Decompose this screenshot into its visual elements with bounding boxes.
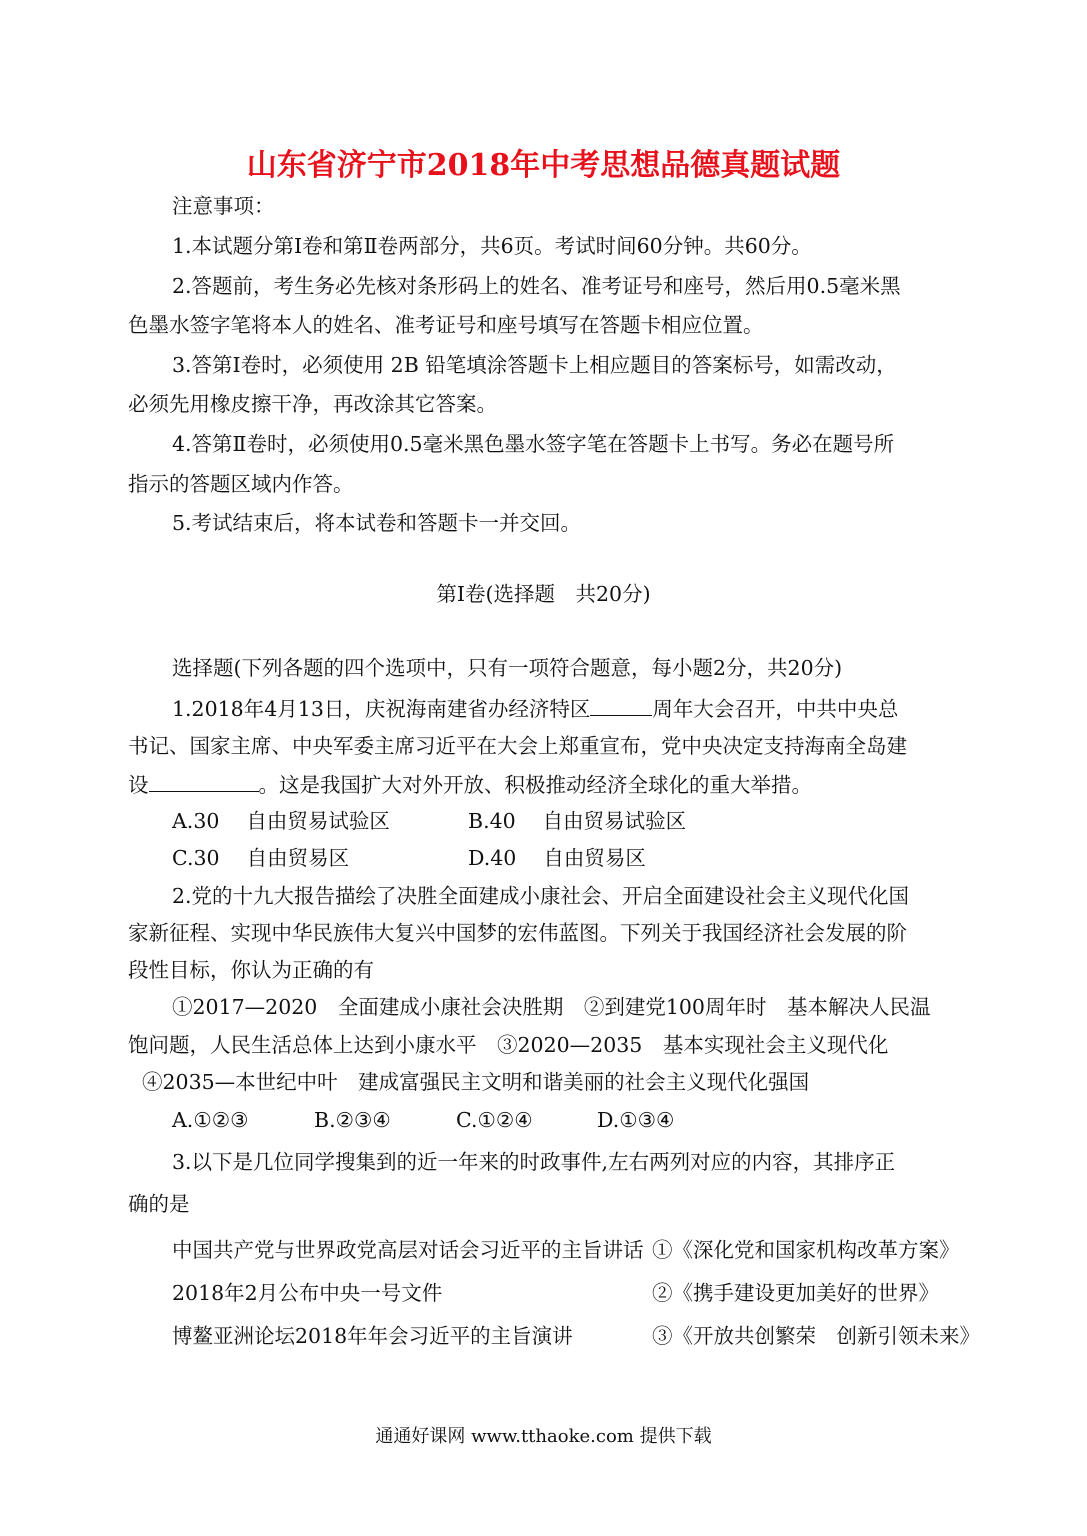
q3-row-1-left: 中国共产党与世界政党高层对话会习近平的主旨讲话: [172, 1238, 644, 1262]
instructions: 选择题(下列各题的四个选项中，只有一项符合题意，每小题2分，共20分): [172, 656, 843, 680]
q1-line-2: 书记、国家主席、中央军委主席习近平在大会上郑重宣布，党中央决定支持海南全岛建: [128, 734, 907, 758]
q2-line-4: ①2017—2020 全面建成小康社会决胜期 ②到建党100周年时 基本解决人民温: [172, 995, 931, 1019]
footer-credit: 通通好课网 www.tthaoke.com 提供下载: [375, 1426, 712, 1447]
q1-text-d: 。这是我国扩大对外开放、积极推动经济全球化的重大举措。: [258, 773, 812, 797]
q1-line-1: [172, 693, 898, 723]
note-3a: 3.答第Ⅰ卷时，必须使用 2B 铅笔填涂答题卡上相应题目的答案标号，如需改动，: [172, 353, 897, 377]
page-title: 山东省济宁市2018年中考思想品德真题试题: [246, 148, 841, 183]
note-2b: 色墨水签字笔将本人的姓名、准考证号和座号填写在答题卡相应位置。: [128, 313, 764, 337]
note-1: 1.本试题分第Ⅰ卷和第Ⅱ卷两部分，共6页。考试时间60分钟。共60分。: [172, 234, 812, 258]
note-4b: 指示的答题区域内作答。: [128, 472, 354, 496]
q1-text-a: 1.2018年4月13日，庆祝海南建省办经济特区: [172, 697, 591, 721]
q1-option-a: A.30 自由贸易试验区: [172, 809, 390, 833]
q3-row-2-right: ②《携手建设更加美好的世界》: [652, 1281, 939, 1305]
q2-line-2: 家新征程、实现中华民族伟大复兴中国梦的宏伟蓝图。下列关于我国经济社会发展的阶: [128, 921, 907, 945]
q1-blank-1: [590, 693, 652, 716]
q3-row-3-left: 博鳌亚洲论坛2018年年会习近平的主旨演讲: [172, 1324, 573, 1348]
q3-line-1: 3.以下是几位同学搜集到的近一年来的时政事件,左右两列对应的内容，其排序正: [172, 1150, 896, 1174]
q3-row-1-right: ①《深化党和国家机构改革方案》: [652, 1238, 960, 1262]
q1-text-c: 设: [128, 773, 149, 797]
q2-line-3: 段性目标，你认为正确的有: [128, 958, 374, 982]
q1-line-3: [128, 769, 812, 799]
q2-option-c: C.①②④: [456, 1108, 533, 1132]
q3-line-2: 确的是: [128, 1192, 190, 1216]
section-heading: 第Ⅰ卷(选择题 共20分): [436, 582, 651, 606]
q1-option-b: B.40 自由贸易试验区: [468, 809, 687, 833]
q3-row-3-right: ③《开放共创繁荣 创新引领未来》: [652, 1324, 980, 1348]
q1-text-b: 周年大会召开，中共中央总: [652, 697, 899, 721]
q1-option-d: D.40 自由贸易区: [468, 846, 646, 870]
q2-option-a: A.①②③: [172, 1108, 249, 1132]
note-4a: 4.答第Ⅱ卷时，必须使用0.5毫米黑色墨水签字笔在答题卡上书写。务必在题号所: [172, 432, 895, 456]
q3-row-2-left: 2018年2月公布中央一号文件: [172, 1281, 443, 1305]
q2-option-b: B.②③④: [314, 1108, 391, 1132]
note-5: 5.考试结束后，将本试卷和答题卡一并交回。: [172, 511, 582, 535]
q2-line-1: 2.党的十九大报告描绘了决胜全面建成小康社会、开启全面建设社会主义现代化国: [172, 884, 910, 908]
notes-heading: 注意事项：: [172, 194, 275, 218]
q2-option-d: D.①③④: [597, 1108, 675, 1132]
note-2a: 2.答题前，考生务必先核对条形码上的姓名、准考证号和座号，然后用0.5毫米黑: [172, 274, 901, 298]
q2-line-5: 饱问题，人民生活总体上达到小康水平 ③2020—2035 基本实现社会主义现代化: [128, 1033, 889, 1057]
q1-option-c: C.30 自由贸易区: [172, 846, 350, 870]
note-3b: 必须先用橡皮擦干净，再改涂其它答案。: [128, 392, 497, 416]
q1-blank-2: [149, 769, 259, 792]
q2-line-6: ④2035—本世纪中叶 建成富强民主文明和谐美丽的社会主义现代化强国: [142, 1070, 810, 1094]
